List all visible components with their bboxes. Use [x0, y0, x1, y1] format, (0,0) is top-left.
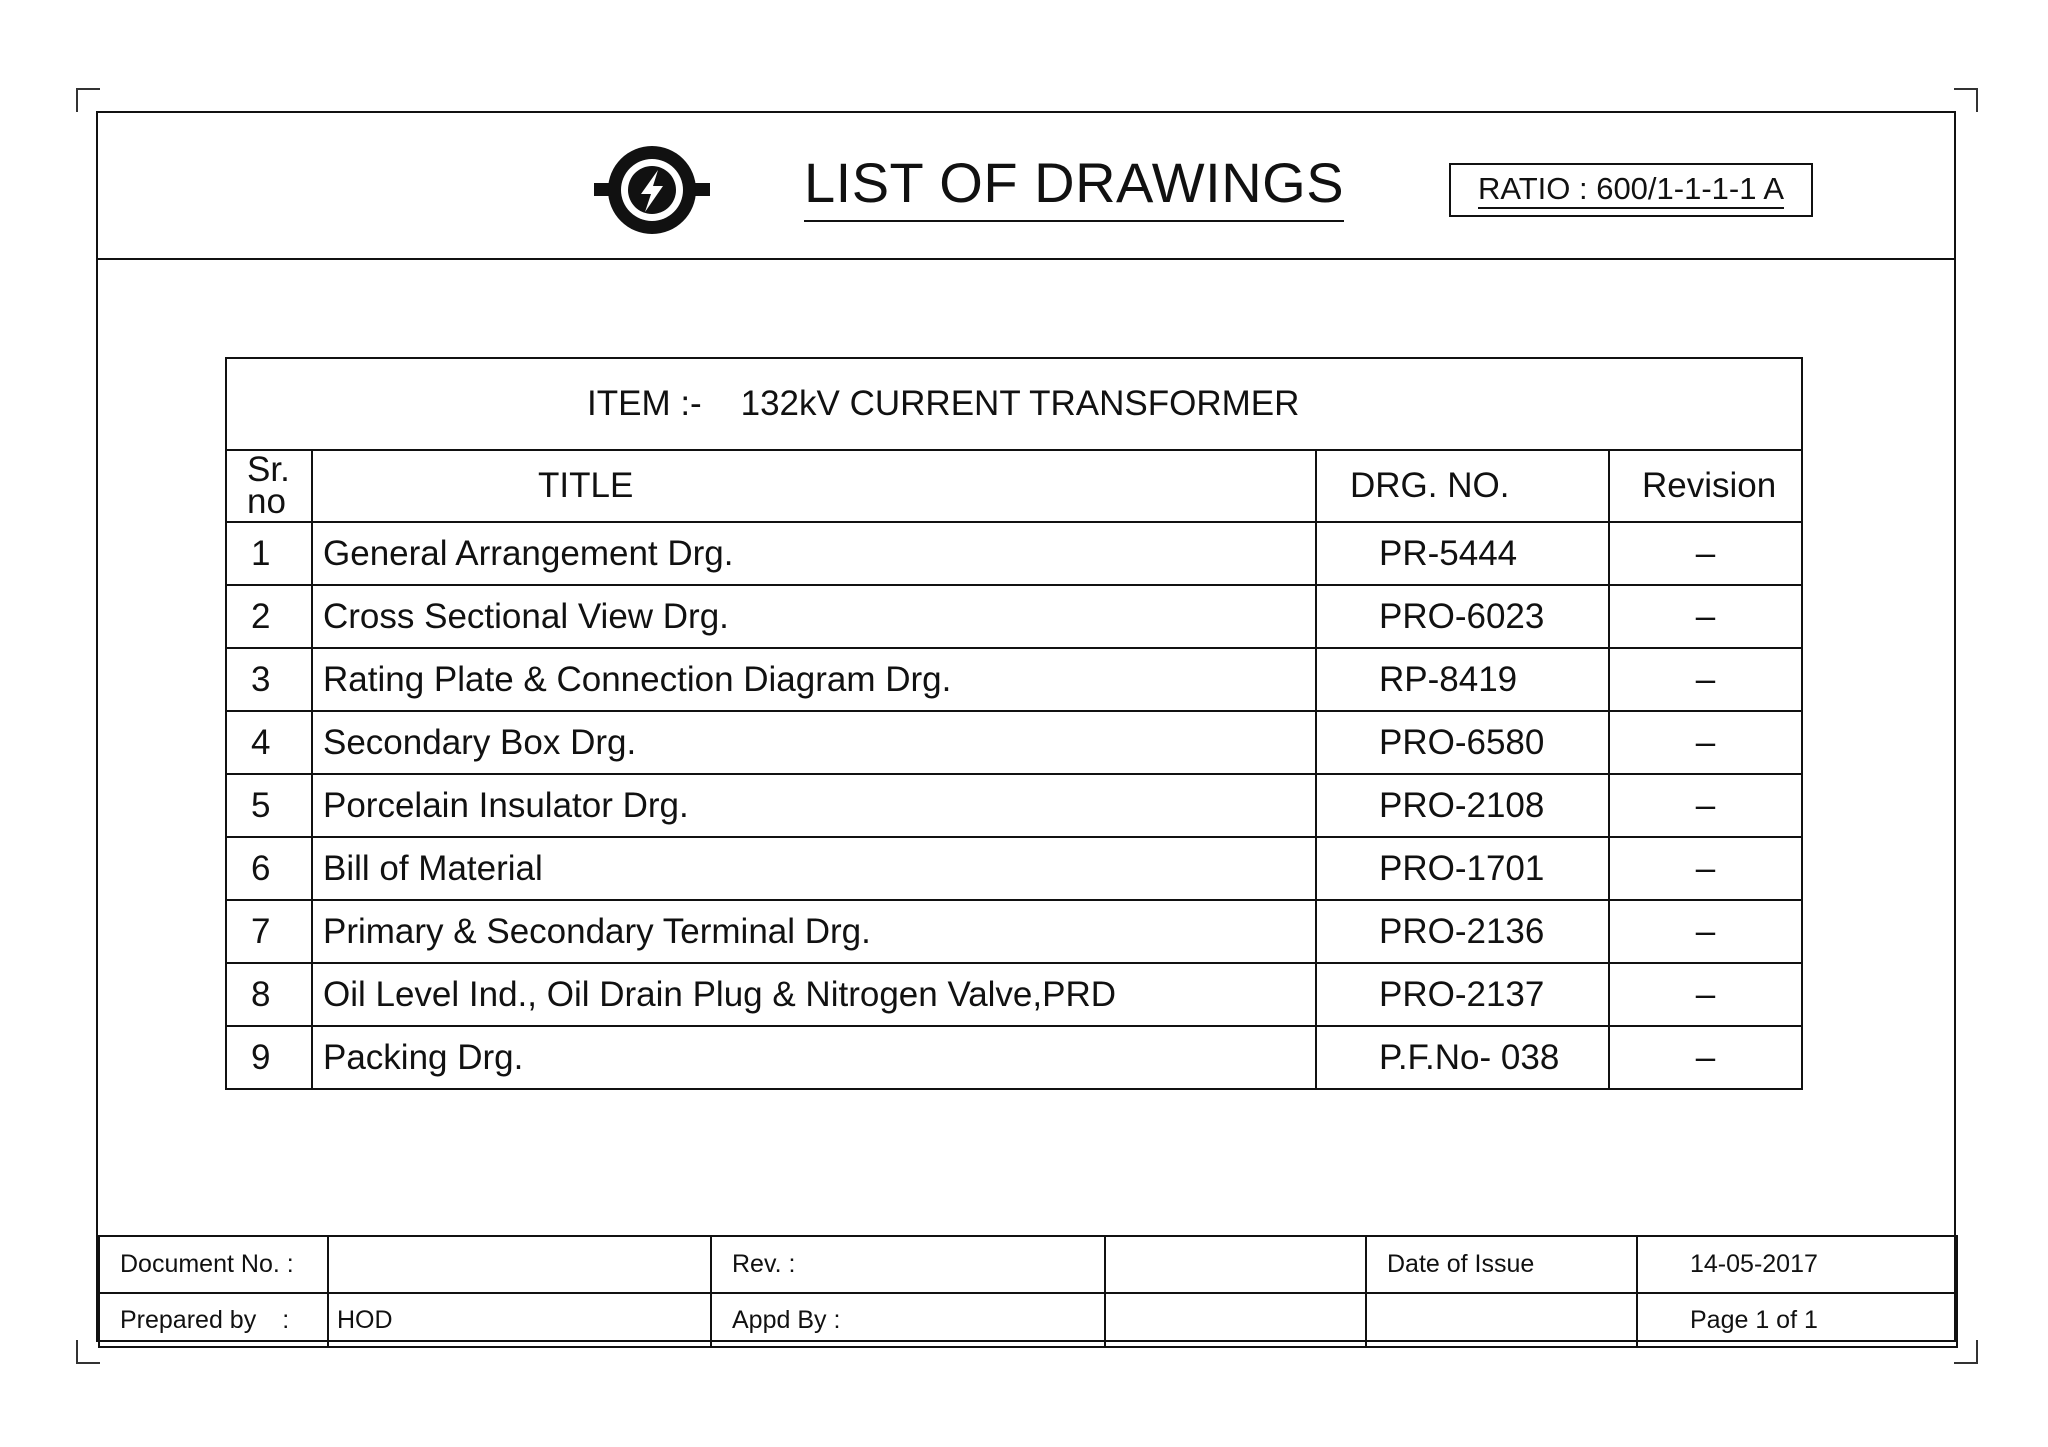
row-revision: –	[1609, 585, 1802, 648]
row-drg-no: RP-8419	[1316, 648, 1609, 711]
table-row	[226, 522, 1802, 585]
row-title: Bill of Material	[312, 837, 1316, 900]
table-row	[226, 585, 1802, 648]
appd-by-value	[1105, 1293, 1366, 1347]
row-sr-no: 6	[226, 837, 312, 900]
header-sr-no	[226, 450, 312, 522]
title-block-row	[99, 1236, 1957, 1293]
header-sr-line2: no	[247, 482, 286, 521]
row-drg-no: PRO-2136	[1316, 900, 1609, 963]
date-of-issue-value: 14-05-2017	[1637, 1236, 1957, 1293]
page-title: LIST OF DRAWINGS	[804, 150, 1344, 222]
table-header-row	[226, 450, 1802, 522]
row-title: Packing Drg.	[312, 1026, 1316, 1089]
page-number: Page 1 of 1	[1637, 1293, 1957, 1347]
row-sr-no: 4	[226, 711, 312, 774]
date-of-issue-label: Date of Issue	[1366, 1236, 1637, 1293]
row-revision: –	[1609, 837, 1802, 900]
row-drg-no: PRO-6023	[1316, 585, 1609, 648]
row-sr-no: 2	[226, 585, 312, 648]
row-title: Primary & Secondary Terminal Drg.	[312, 900, 1316, 963]
row-title: General Arrangement Drg.	[312, 522, 1316, 585]
header-divider	[96, 258, 1956, 260]
row-revision: –	[1609, 648, 1802, 711]
row-drg-no: PRO-6580	[1316, 711, 1609, 774]
ratio-label: RATIO : 600/1-1-1-1 A	[1478, 171, 1784, 209]
row-sr-no: 9	[226, 1026, 312, 1089]
row-revision: –	[1609, 711, 1802, 774]
row-drg-no: PRO-2108	[1316, 774, 1609, 837]
table-row	[226, 837, 1802, 900]
prepared-by-label: Prepared by	[120, 1305, 257, 1334]
row-drg-no: PRO-2137	[1316, 963, 1609, 1026]
row-sr-no: 7	[226, 900, 312, 963]
item-row	[226, 358, 1802, 450]
table-row	[226, 774, 1802, 837]
row-revision: –	[1609, 963, 1802, 1026]
header-revision: Revision	[1609, 450, 1802, 522]
table-row	[226, 711, 1802, 774]
document-no-value	[328, 1236, 711, 1293]
crop-mark-top-right	[1954, 88, 1978, 112]
crop-mark-bottom-left	[76, 1340, 100, 1364]
table-row	[226, 648, 1802, 711]
row-title: Rating Plate & Connection Diagram Drg.	[312, 648, 1316, 711]
row-title: Oil Level Ind., Oil Drain Plug & Nitrogen Valve,PRD	[312, 963, 1316, 1026]
rev-value	[1105, 1236, 1366, 1293]
appd-by-label: Appd By :	[711, 1293, 1105, 1347]
table-row	[226, 963, 1802, 1026]
row-sr-no: 3	[226, 648, 312, 711]
row-revision: –	[1609, 774, 1802, 837]
row-revision: –	[1609, 1026, 1802, 1089]
row-sr-no: 5	[226, 774, 312, 837]
row-drg-no: P.F.No- 038	[1316, 1026, 1609, 1089]
prepared-by-colon: :	[282, 1305, 290, 1334]
row-title: Porcelain Insulator Drg.	[312, 774, 1316, 837]
crop-mark-top-left	[76, 88, 100, 112]
table-row	[226, 1026, 1802, 1089]
table-row	[226, 900, 1802, 963]
lightning-bolt-logo-icon	[594, 140, 710, 240]
header-drg-no: DRG. NO.	[1316, 450, 1609, 522]
row-revision: –	[1609, 522, 1802, 585]
item-cell	[226, 358, 1802, 450]
item-label: ITEM :-	[587, 384, 702, 423]
ratio-box	[1449, 163, 1813, 217]
rev-label: Rev. :	[711, 1236, 1105, 1293]
header-title: TITLE	[312, 450, 1316, 522]
row-sr-no: 8	[226, 963, 312, 1026]
prepared-by-cell	[99, 1293, 328, 1347]
item-value: 132kV CURRENT TRANSFORMER	[740, 384, 1300, 423]
row-revision: –	[1609, 900, 1802, 963]
row-title: Cross Sectional View Drg.	[312, 585, 1316, 648]
row-drg-no: PRO-1701	[1316, 837, 1609, 900]
drawings-table	[225, 357, 1803, 1090]
empty-cell	[1366, 1293, 1637, 1347]
title-block	[98, 1235, 1958, 1348]
document-no-label: Document No. :	[99, 1236, 328, 1293]
row-title: Secondary Box Drg.	[312, 711, 1316, 774]
title-block-row	[99, 1293, 1957, 1347]
header-sr-line1: Sr.	[247, 450, 290, 489]
row-sr-no: 1	[226, 522, 312, 585]
prepared-by-value: HOD	[328, 1293, 711, 1347]
row-drg-no: PR-5444	[1316, 522, 1609, 585]
